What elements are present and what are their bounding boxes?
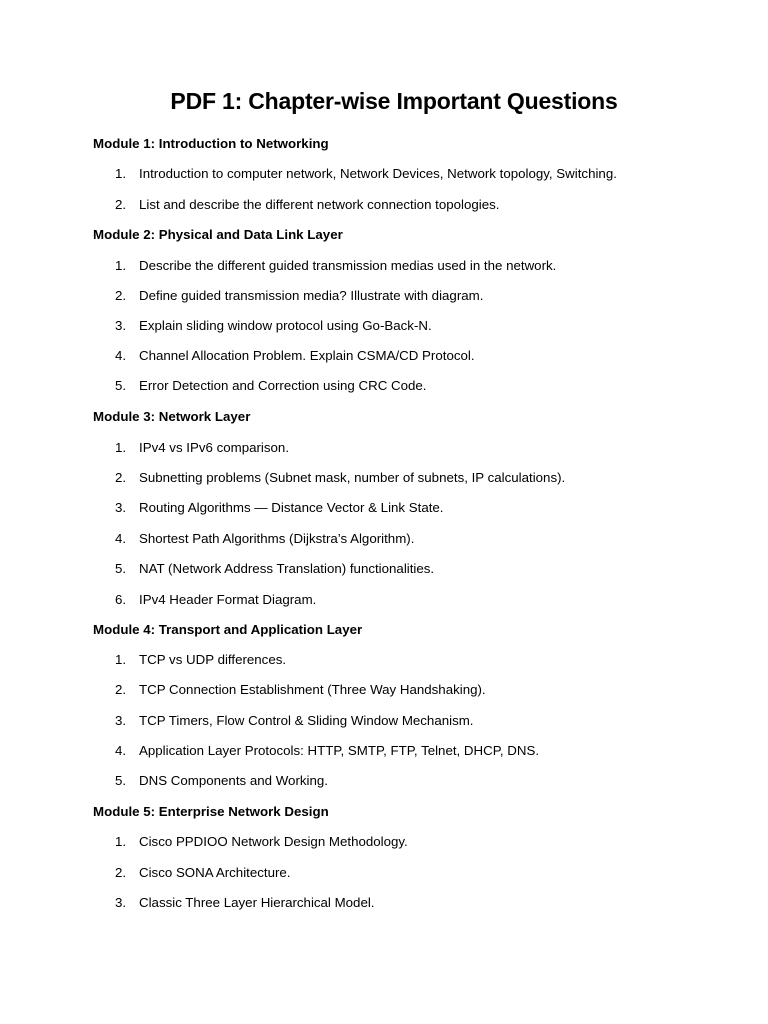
item-number: 1. bbox=[115, 652, 127, 667]
item-text: Classic Three Layer Hierarchical Model. bbox=[139, 895, 375, 910]
item-text: Subnetting problems (Subnet mask, number of subnets, IP calculations). bbox=[139, 470, 566, 485]
item-number: 2. bbox=[115, 197, 127, 212]
item-text: Describe the different guided transmission medias used in the network. bbox=[139, 258, 557, 273]
item-number: 4. bbox=[115, 348, 127, 363]
item-number: 1. bbox=[115, 166, 127, 181]
item-number: 5. bbox=[115, 378, 127, 393]
item-text: TCP vs UDP differences. bbox=[139, 652, 287, 667]
module-heading: Module 4: Transport and Application Layer bbox=[93, 622, 363, 637]
item-text: IPv4 vs IPv6 comparison. bbox=[139, 440, 290, 455]
item-number: 3. bbox=[115, 500, 127, 515]
item-number: 5. bbox=[115, 561, 127, 576]
item-text: Cisco PPDIOO Network Design Methodology. bbox=[139, 834, 408, 849]
item-text: Routing Algorithms — Distance Vector & Link State. bbox=[139, 500, 444, 515]
module-heading: Module 2: Physical and Data Link Layer bbox=[93, 227, 343, 242]
item-number: 4. bbox=[115, 531, 127, 546]
item-number: 2. bbox=[115, 865, 127, 880]
item-number: 3. bbox=[115, 713, 127, 728]
item-number: 1. bbox=[115, 440, 127, 455]
item-number: 5. bbox=[115, 773, 127, 788]
item-text: Cisco SONA Architecture. bbox=[139, 865, 291, 880]
item-text: Channel Allocation Problem. Explain CSMA/CD Protocol. bbox=[139, 348, 475, 363]
item-text: IPv4 Header Format Diagram. bbox=[139, 592, 317, 607]
item-number: 1. bbox=[115, 834, 127, 849]
item-text: TCP Timers, Flow Control & Sliding Window Mechanism. bbox=[139, 713, 474, 728]
item-text: DNS Components and Working. bbox=[139, 773, 328, 788]
item-text: Define guided transmission media? Illustrate with diagram. bbox=[139, 288, 484, 303]
item-text: Error Detection and Correction using CRC Code. bbox=[139, 378, 427, 393]
item-text: Application Layer Protocols: HTTP, SMTP, FTP, Telnet, DHCP, DNS. bbox=[139, 743, 540, 758]
item-number: 1. bbox=[115, 258, 127, 273]
module-heading: Module 5: Enterprise Network Design bbox=[93, 804, 329, 819]
item-number: 2. bbox=[115, 470, 127, 485]
item-number: 4. bbox=[115, 743, 127, 758]
item-text: NAT (Network Address Translation) functionalities. bbox=[139, 561, 435, 576]
item-number: 2. bbox=[115, 288, 127, 303]
item-number: 3. bbox=[115, 318, 127, 333]
item-number: 3. bbox=[115, 895, 127, 910]
item-text: Shortest Path Algorithms (Dijkstra’s Algorithm). bbox=[139, 531, 415, 546]
item-text: Explain sliding window protocol using Go-Back-N. bbox=[139, 318, 432, 333]
item-number: 6. bbox=[115, 592, 127, 607]
module-heading: Module 1: Introduction to Networking bbox=[93, 136, 329, 151]
item-number: 2. bbox=[115, 682, 127, 697]
item-text: Introduction to computer network, Network Devices, Network topology, Switching. bbox=[139, 166, 617, 181]
module-heading: Module 3: Network Layer bbox=[93, 409, 251, 424]
page-title: PDF 1: Chapter-wise Important Questions bbox=[170, 88, 618, 114]
item-text: List and describe the different network connection topologies. bbox=[139, 197, 500, 212]
item-text: TCP Connection Establishment (Three Way Handshaking). bbox=[139, 682, 486, 697]
